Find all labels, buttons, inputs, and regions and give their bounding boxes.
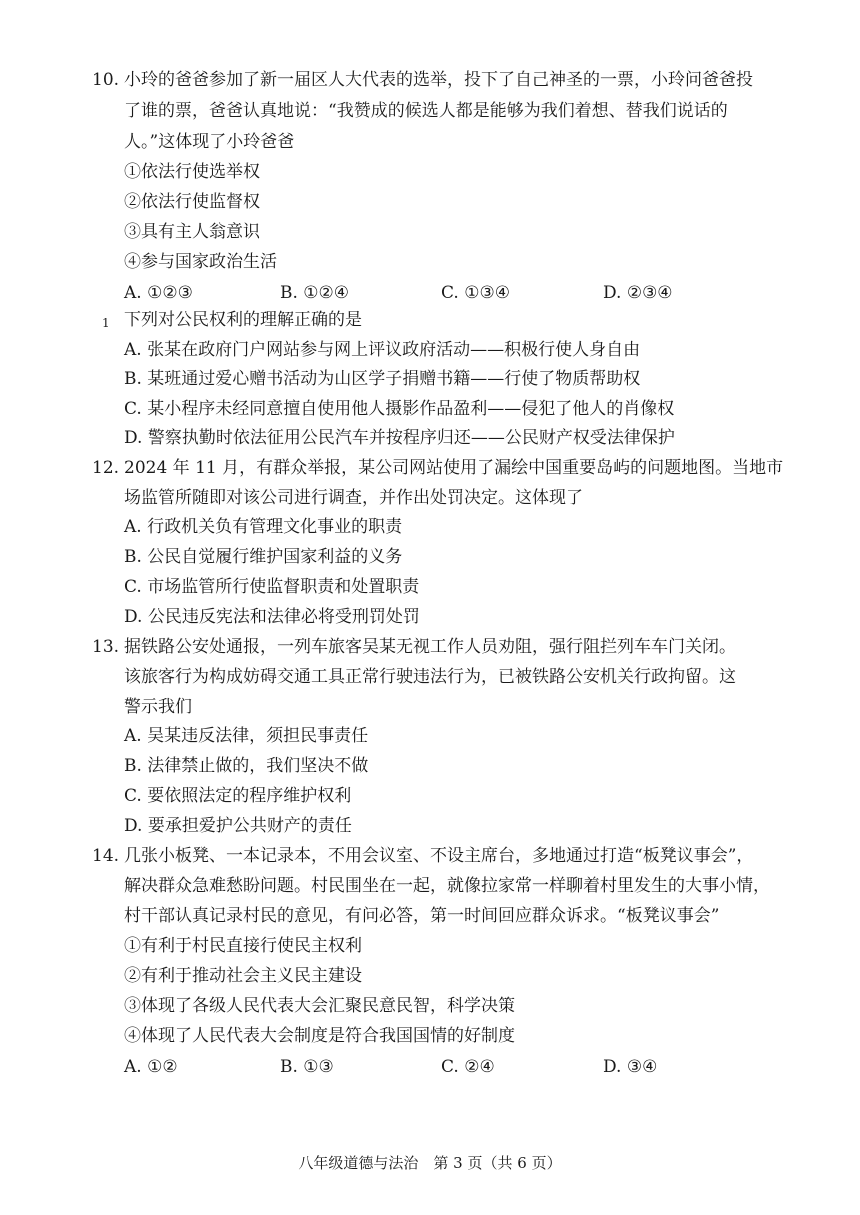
statement: ③体现了各级人民代表大会汇聚民意民智，科学决策 bbox=[124, 996, 515, 1016]
question-stem-line: 小玲的爸爸参加了新一届区人大代表的选举，投下了自己神圣的一票，小玲问爸爸投 bbox=[124, 70, 753, 90]
choice-a[interactable]: A. ①②③ bbox=[124, 283, 193, 303]
statement: ④体现了人民代表大会制度是符合我国国情的好制度 bbox=[124, 1026, 515, 1046]
option-c[interactable]: C. 要依照法定的程序维护权利 bbox=[124, 786, 352, 806]
option-c[interactable]: C. 市场监管所行使监督职责和处置职责 bbox=[124, 577, 420, 597]
option-b[interactable]: B. 法律禁止做的，我们坚决不做 bbox=[124, 756, 369, 776]
choice-b[interactable]: B. ①③ bbox=[280, 1057, 334, 1077]
question-stem-line: 人。”这体现了小玲爸爸 bbox=[124, 132, 295, 152]
question-number: 14. bbox=[92, 846, 120, 866]
page-footer: 八年级道德与法治 第 3 页（共 6 页） bbox=[298, 1154, 562, 1172]
question-number: 12. bbox=[92, 458, 120, 478]
question-number: 1 bbox=[102, 316, 110, 330]
option-a[interactable]: A. 吴某违反法律，须担民事责任 bbox=[124, 726, 369, 746]
question-stem-line: 下列对公民权利的理解正确的是 bbox=[124, 310, 362, 330]
question-stem-line: 了谁的票，爸爸认真地说：“我赞成的候选人都是能够为我们着想、替我们说话的 bbox=[124, 101, 728, 121]
statement: ②有利于推动社会主义民主建设 bbox=[124, 966, 362, 986]
question-stem-line: 村干部认真记录村民的意见，有问必答，第一时间回应群众诉求。“板凳议事会” bbox=[124, 906, 720, 926]
choice-c[interactable]: C. ②④ bbox=[441, 1057, 495, 1077]
question-stem-line: 几张小板凳、一本记录本，不用会议室、不设主席台，多地通过打造“板凳议事会”， bbox=[124, 846, 754, 866]
choice-d[interactable]: D. ②③④ bbox=[603, 283, 673, 303]
statement: ①依法行使选举权 bbox=[124, 162, 260, 182]
question-stem-line: 警示我们 bbox=[124, 697, 192, 717]
option-a[interactable]: A. 行政机关负有管理文化事业的职责 bbox=[124, 517, 403, 537]
question-number: 10. bbox=[92, 70, 120, 90]
option-b[interactable]: B. 某班通过爱心赠书活动为山区学子捐赠书籍——行使了物质帮助权 bbox=[124, 369, 641, 389]
question-stem-line: 2024 年 11 月，有群众举报，某公司网站使用了漏绘中国重要岛屿的问题地图。当地市 bbox=[124, 458, 784, 478]
question-number: 13. bbox=[92, 637, 120, 657]
statement: ④参与国家政治生活 bbox=[124, 252, 277, 272]
choice-d[interactable]: D. ③④ bbox=[603, 1057, 658, 1077]
choice-c[interactable]: C. ①③④ bbox=[441, 283, 510, 303]
option-b[interactable]: B. 公民自觉履行维护国家利益的义务 bbox=[124, 547, 403, 567]
statement: ①有利于村民直接行使民主权利 bbox=[124, 936, 362, 956]
question-stem-line: 该旅客行为构成妨碍交通工具正常行驶违法行为，已被铁路公安机关行政拘留。这 bbox=[124, 667, 736, 687]
statement: ②依法行使监督权 bbox=[124, 192, 260, 212]
option-c[interactable]: C. 某小程序未经同意擅自使用他人摄影作品盈利——侵犯了他人的肖像权 bbox=[124, 399, 675, 419]
option-d[interactable]: D. 警察执勤时依法征用公民汽车并按程序归还——公民财产权受法律保护 bbox=[124, 428, 675, 448]
question-stem-line: 解决群众急难愁盼问题。村民围坐在一起，就像拉家常一样聊着村里发生的大事小情， bbox=[124, 876, 770, 896]
option-d[interactable]: D. 公民违反宪法和法律必将受刑罚处罚 bbox=[124, 607, 420, 627]
option-d[interactable]: D. 要承担爱护公共财产的责任 bbox=[124, 816, 352, 836]
statement: ③具有主人翁意识 bbox=[124, 222, 260, 242]
question-stem-line: 场监管所随即对该公司进行调查，并作出处罚决定。这体现了 bbox=[124, 488, 583, 508]
choice-b[interactable]: B. ①②④ bbox=[280, 283, 350, 303]
option-a[interactable]: A. 张某在政府门户网站参与网上评议政府活动——积极行使人身自由 bbox=[124, 340, 641, 360]
choice-a[interactable]: A. ①② bbox=[124, 1057, 178, 1077]
question-stem-line: 据铁路公安处通报，一列车旅客吴某无视工作人员劝阻，强行阻拦列车车门关闭。 bbox=[124, 637, 736, 657]
